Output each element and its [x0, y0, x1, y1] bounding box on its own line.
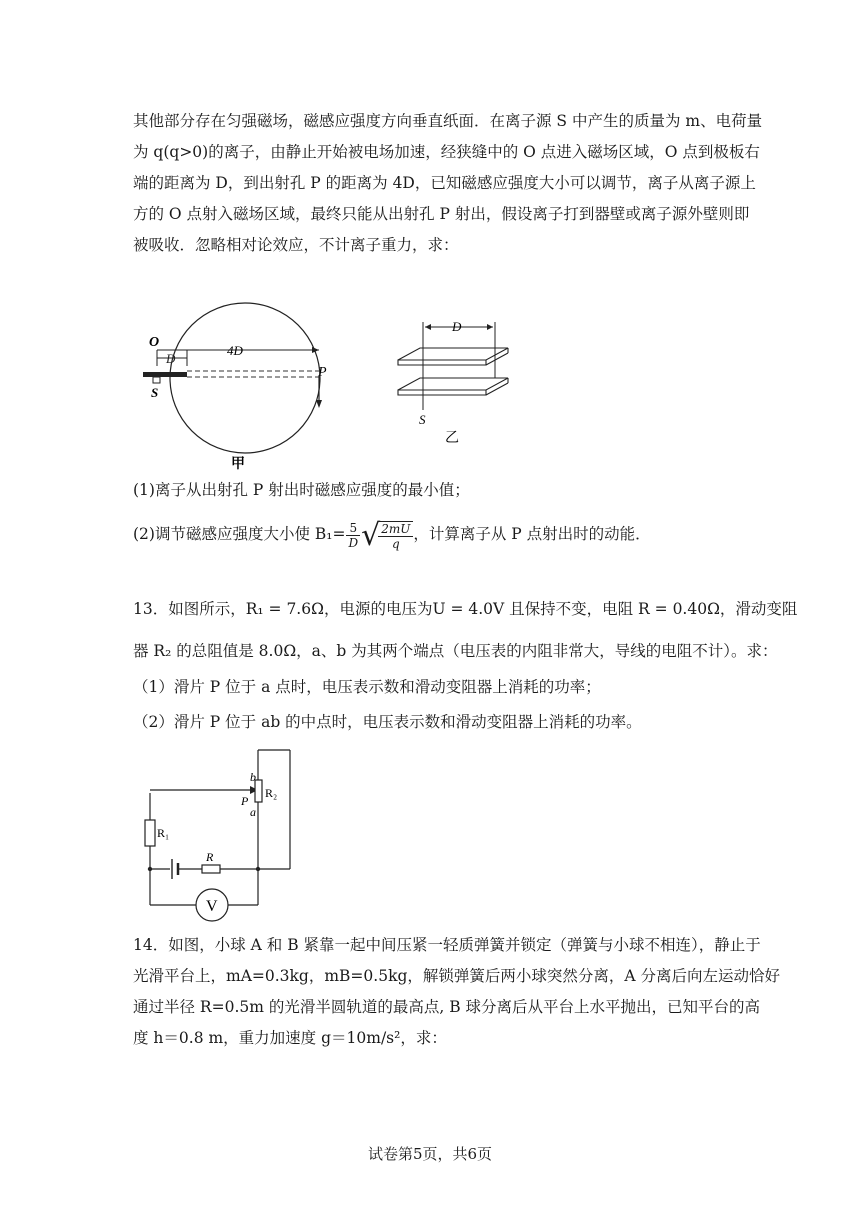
- text-line: 14．如图，小球 A 和 B 紧靠一起中间压紧一轻质弹簧并锁定（弹簧与小球不相连），静止于: [133, 936, 761, 954]
- d-arrow-left: [425, 324, 431, 330]
- q12-part1: [133, 475, 733, 506]
- circuit-diagram: [140, 745, 305, 925]
- resistor-R2: [255, 780, 262, 802]
- caption-jia: 甲: [231, 457, 245, 472]
- q12-intro: [133, 106, 763, 261]
- text-line: （1）滑片 P 位于 a 点时，电压表示数和滑动变阻器上消耗的功率；: [133, 678, 601, 696]
- source-plate: [143, 372, 187, 377]
- text-line: 其他部分存在匀强磁场，磁感应强度方向垂直纸面．在离子源 S 中产生的质量为 m、电荷量: [133, 112, 763, 130]
- text-line: 方的 O 点射入磁场区域，最终只能从出射孔 P 射出，假设离子打到器壁或离子源外壁则即: [133, 205, 750, 223]
- label-S: S: [419, 412, 426, 427]
- page-footer: 试卷第5页，共6页: [367, 1145, 493, 1163]
- q12-part2-prefix: (2)调节磁感应强度大小使 B₁=: [133, 525, 346, 543]
- source-box: [153, 377, 160, 383]
- label-R2: R₂: [265, 786, 278, 800]
- text-line: 器 R₂ 的总阻值是 8.0Ω，a、b 为其两个端点（电压表的内阻非常大，导线的电阻不计）。求：: [133, 642, 778, 660]
- resistor-R: [202, 865, 220, 873]
- text-line: 端的距离为 D，到出射孔 P 的距离为 4D，已知磁感应强度大小可以调节，离子从离子源上: [133, 174, 756, 192]
- q12-part2: [133, 514, 733, 555]
- text-line: 13．如图所示，R₁ = 7.6Ω，电源的电压为U = 4.0V 且保持不变，电阻 R = 0.40Ω，滑动变阻: [133, 600, 798, 618]
- radical-sign: √: [361, 518, 381, 553]
- q12-part2-line: [133, 514, 733, 555]
- magnetic-region-circle: [170, 303, 320, 453]
- text-line: （2）滑片 P 位于 ab 的中点时，电压表示数和滑动变阻器上消耗的功率。: [133, 713, 642, 731]
- radicand-denominator: q: [391, 537, 400, 551]
- label-D: D: [452, 319, 462, 334]
- fraction-numerator: 5: [346, 521, 360, 536]
- fraction-denominator: D: [348, 535, 359, 550]
- lower-plate-top: [398, 378, 508, 390]
- q12-part2-suffix: ，计算离子从 P 点射出时的动能．: [413, 525, 651, 543]
- resistor-R1: [145, 820, 155, 846]
- label-R: R: [206, 850, 214, 864]
- junction-right: [256, 867, 260, 871]
- exit-arrow-head: [316, 400, 322, 408]
- radicand-numerator: 2mU: [378, 522, 413, 537]
- figure-jia: [135, 300, 345, 475]
- label-P: P: [318, 365, 327, 380]
- label-4D: 4D: [227, 343, 243, 358]
- fraction: [346, 521, 360, 550]
- label-R1: R₁: [157, 826, 170, 840]
- q13-text: [133, 588, 798, 672]
- junction-left: [148, 867, 152, 871]
- figure-yi: [390, 310, 520, 455]
- radicand: [378, 521, 413, 551]
- q13-parts: [133, 670, 733, 740]
- label-S: S: [151, 385, 159, 400]
- d-arrow-right: [487, 324, 493, 330]
- q14-text: [133, 930, 781, 1054]
- text-line: 光滑平台上，mA=0.3kg，mB=0.5kg，解锁弹簧后两小球突然分离，A 分离后向左运动恰好: [133, 967, 781, 985]
- caption-yi: 乙: [445, 431, 459, 446]
- label-b: b: [250, 770, 256, 784]
- lower-plate-edge: [486, 383, 508, 395]
- label-V: V: [206, 898, 218, 915]
- label-D: D: [166, 351, 176, 366]
- text-line: (1)离子从出射孔 P 射出时磁感应强度的最小值；: [133, 481, 470, 499]
- label-a: a: [250, 805, 256, 819]
- text-line: 度 h＝0.8 m，重力加速度 g＝10m/s²，求：: [133, 1029, 447, 1047]
- text-line: 被吸收．忽略相对论效应，不计离子重力，求：: [133, 236, 459, 254]
- lower-plate-side: [398, 390, 486, 395]
- text-line: 为 q(q>0)的离子，由静止开始被电场加速，经狭缝中的 O 点进入磁场区域，O 点到极板右: [133, 143, 760, 161]
- text-line: 通过半径 R=0.5m 的光滑半圆轨道的最高点, B 球分离后从平台上水平抛出，已知平台的高: [133, 998, 761, 1016]
- upper-plate-edge: [486, 353, 508, 365]
- upper-plate-side: [398, 360, 486, 365]
- label-O: O: [149, 335, 160, 350]
- upper-plate-top: [398, 348, 508, 360]
- label-P: P: [241, 794, 249, 808]
- square-root: [361, 515, 413, 555]
